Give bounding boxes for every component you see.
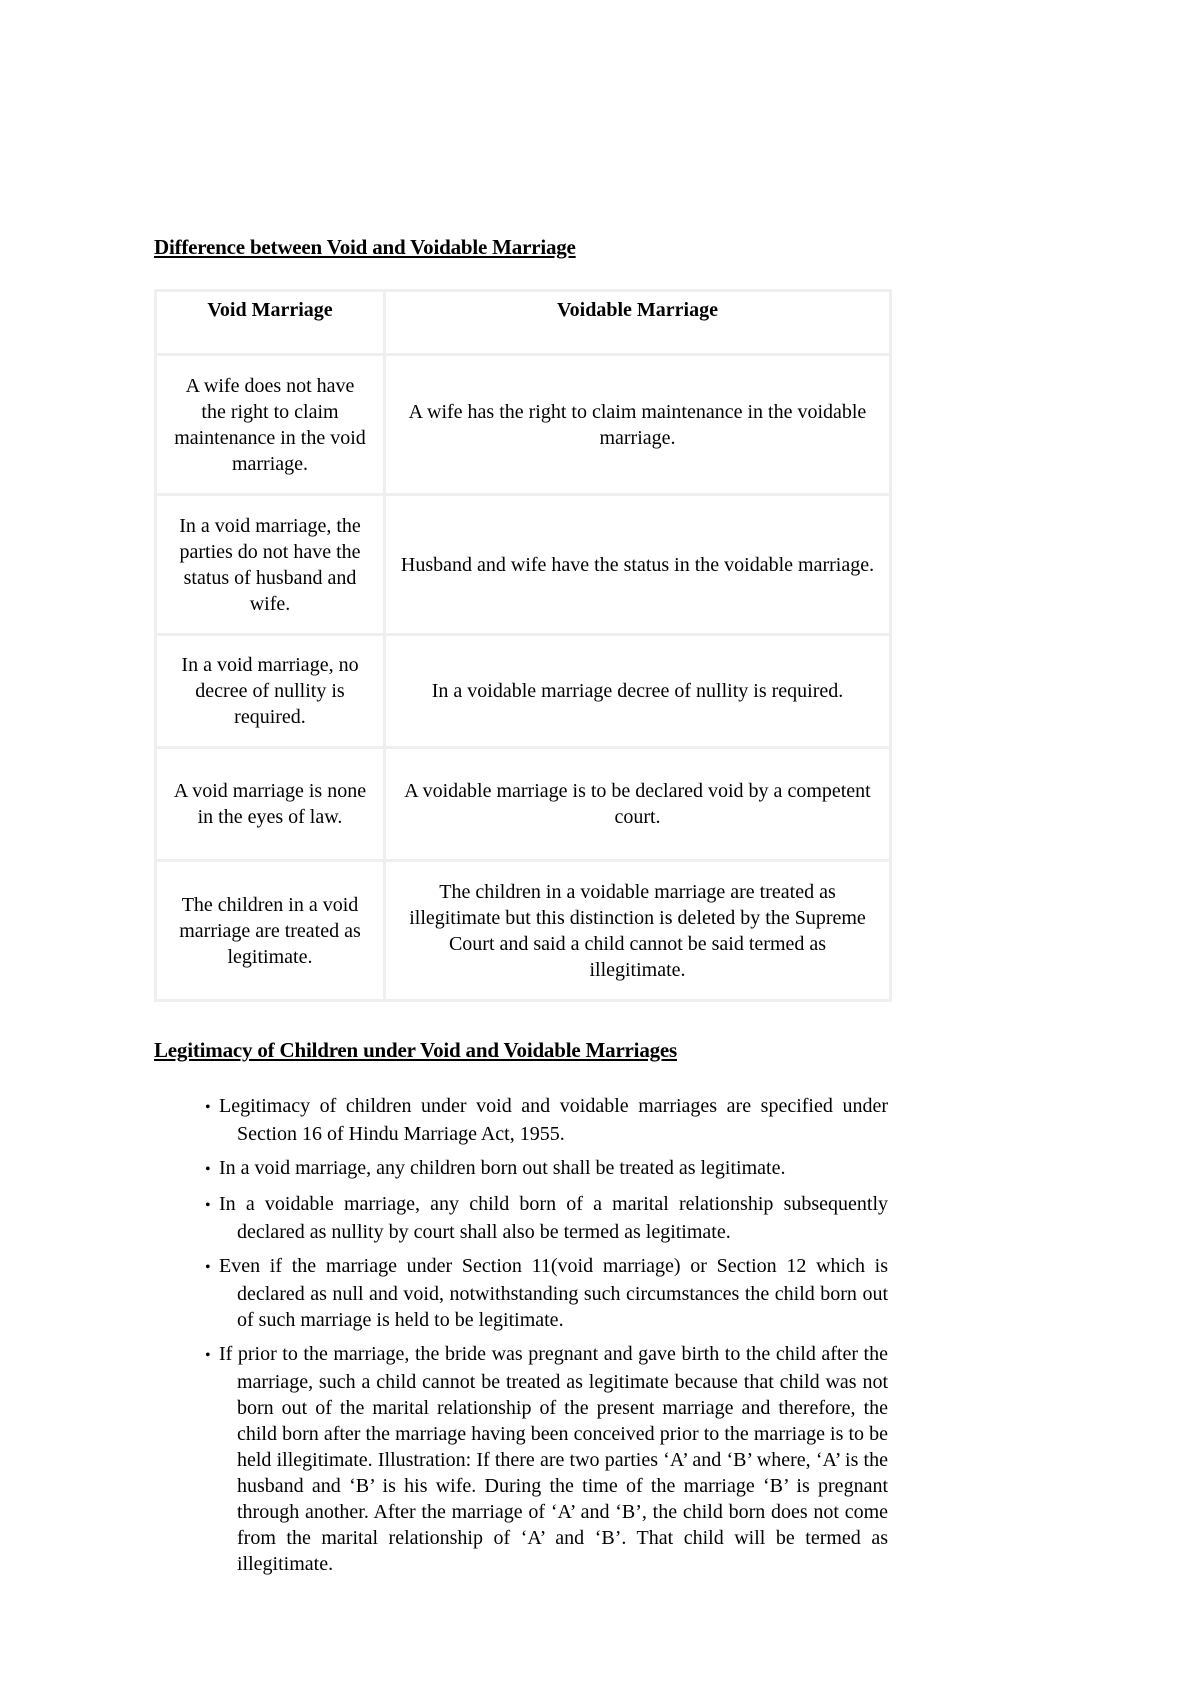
column-header-void: Void Marriage <box>156 291 385 355</box>
table-cell-voidable: The children in a voidable marriage are treated as illegitimate but this distinction is deleted by the Supreme Court and said a child cannot be said termed as illegitimate. <box>385 861 891 1001</box>
table-row <box>156 495 891 635</box>
table-row <box>156 861 891 1001</box>
table-cell-void: A wife does not have the right to claim maintenance in the void marriage. <box>156 355 385 495</box>
table-row <box>156 748 891 861</box>
bullet-icon: • <box>205 1161 211 1178</box>
bullet-icon: • <box>205 1099 211 1116</box>
table-row <box>156 355 891 495</box>
section-heading-difference: Difference between Void and Voidable Marriage <box>154 235 576 259</box>
table-cell-voidable: A wife has the right to claim maintenance in the voidable marriage. <box>385 355 891 495</box>
table-header-row <box>156 291 891 355</box>
list-item <box>205 1253 888 1333</box>
table-cell-void: In a void marriage, the parties do not have the status of husband and wife. <box>156 495 385 635</box>
bullet-icon: • <box>205 1197 211 1214</box>
list-item <box>205 1341 888 1577</box>
list-item <box>205 1093 888 1147</box>
list-item-text: In a voidable marriage, any child born of a marital relationship subsequently declared as nullity by court shall also be termed as legitimate. <box>219 1193 888 1243</box>
list-item <box>205 1191 888 1245</box>
list-item-text: In a void marriage, any children born out shall be treated as legitimate. <box>219 1157 786 1179</box>
table-cell-voidable: A voidable marriage is to be declared void by a competent court. <box>385 748 891 861</box>
list-item-text: Legitimacy of children under void and voidable marriages are specified under Section 16 of Hindu Marriage Act, 1955. <box>219 1095 888 1145</box>
table-cell-voidable: Husband and wife have the status in the voidable marriage. <box>385 495 891 635</box>
list-item <box>205 1155 888 1183</box>
section-heading-legitimacy: Legitimacy of Children under Void and Voidable Marriages <box>154 1038 678 1062</box>
table-row <box>156 635 891 748</box>
list-item-text: Even if the marriage under Section 11(void marriage) or Section 12 which is declared as null and void, notwithstanding such circumstances the child born out of such marriage is held to be legitimate. <box>219 1255 888 1331</box>
column-header-voidable: Voidable Marriage <box>385 291 891 355</box>
table-cell-voidable: In a voidable marriage decree of nullity is required. <box>385 635 891 748</box>
legitimacy-bullet-list <box>205 1093 888 1585</box>
bullet-icon: • <box>205 1347 211 1364</box>
table-cell-void: A void marriage is none in the eyes of law. <box>156 748 385 861</box>
comparison-table <box>154 289 892 1002</box>
bullet-icon: • <box>205 1259 211 1276</box>
table-cell-void: In a void marriage, no decree of nullity is required. <box>156 635 385 748</box>
list-item-text: If prior to the marriage, the bride was pregnant and gave birth to the child after the marriage, such a child cannot be treated as legitimate because that child was not born out of the marital relationship of the present marriage and therefore, the child born after the marriage having been conceived prior to the marriage is to be held illegitimate. Illustration: If there are two parties ‘A’ and ‘B’ where, ‘A’ is the husband and ‘B’ is his wife. During the time of the marriage ‘B’ is pregnant through another. After the marriage of ‘A’ and ‘B’, the child born does not come from the marital relationship of ‘A’ and ‘B’. That child will be termed as illegitimate. <box>219 1343 888 1575</box>
table-cell-void: The children in a void marriage are treated as legitimate. <box>156 861 385 1001</box>
